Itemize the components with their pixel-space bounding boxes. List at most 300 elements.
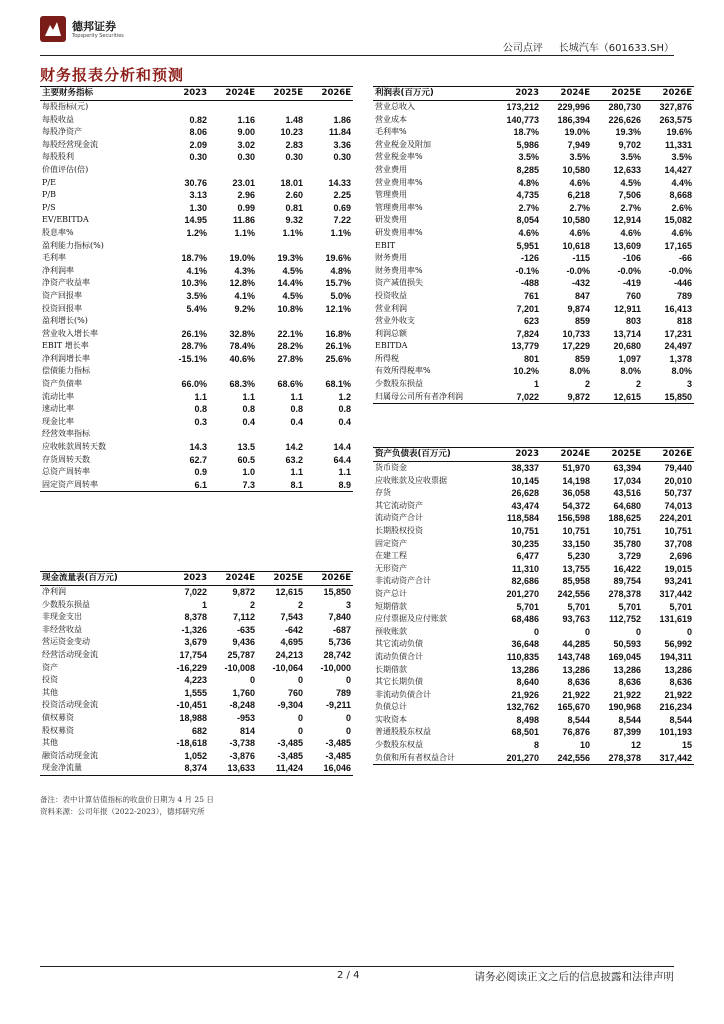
row-label: 资产负债率 (42, 379, 82, 389)
table-row (40, 177, 353, 190)
table-header-row (40, 572, 353, 586)
value-cell: 5,736 (328, 637, 351, 648)
value-cell: -126 (520, 253, 539, 264)
value-cell: 4.8% (518, 177, 539, 188)
value-cell: 7.22 (333, 215, 351, 226)
value-cell: 8.9 (305, 479, 353, 492)
value-cell: 1.1% (234, 227, 255, 238)
row-label: 每股收益 (42, 114, 74, 124)
value-cell: 8,544 (669, 714, 692, 725)
value-cell: 1.30 (189, 202, 207, 213)
value-cell (305, 240, 353, 253)
value-cell: 28.7% (181, 341, 207, 352)
row-label: 净资产收益率 (42, 278, 90, 288)
table-row (40, 662, 353, 675)
table-row (373, 739, 694, 752)
value-cell: 5,701 (567, 601, 590, 612)
value-cell: 33,150 (562, 538, 590, 549)
value-cell: 317,442 (659, 588, 692, 599)
value-cell: 8,285 (516, 164, 539, 175)
value-cell (257, 365, 305, 378)
row-label: 研发费用 (375, 215, 407, 225)
value-cell: 63,394 (613, 463, 641, 473)
year-header-cell: 2023 (490, 448, 541, 462)
row-label: 其它长期负债 (375, 677, 423, 687)
row-label: 有效所得税率% (375, 366, 431, 376)
row-label: EV/EBITDA (42, 215, 89, 225)
value-cell: -10,451 (176, 700, 207, 711)
value-cell: 761 (523, 290, 539, 301)
value-cell: 226,626 (608, 114, 641, 125)
value-cell: 801 (523, 353, 539, 364)
value-cell: 13,714 (613, 328, 641, 339)
value-cell: -66 (678, 253, 692, 264)
row-label: 偿债能力指标 (42, 366, 90, 376)
value-cell: 11.86 (232, 215, 255, 226)
value-cell: 194,311 (659, 651, 692, 662)
table-row (373, 340, 694, 353)
table-title-cell: 现金流量表(百万元) (40, 572, 161, 586)
value-cell: -488 (520, 278, 539, 289)
value-cell: 12,633 (613, 164, 641, 175)
value-cell: 4.5% (282, 265, 303, 276)
value-cell: 3,729 (618, 551, 641, 562)
value-cell: 4,735 (516, 190, 539, 201)
value-cell: 8,498 (516, 714, 539, 725)
value-cell: 9,874 (567, 303, 590, 314)
value-cell: 3 (345, 599, 351, 610)
value-cell: 18.01 (280, 177, 303, 188)
value-cell: 0.8 (290, 404, 303, 415)
value-cell: 278,378 (592, 752, 643, 765)
row-label: 融资活动现金流 (42, 750, 98, 760)
year-header-cell: 2026E (305, 572, 353, 586)
value-cell: 15,082 (664, 215, 692, 226)
value-cell: 7,824 (516, 328, 539, 339)
value-cell: 1 (533, 379, 539, 390)
table-row (40, 252, 353, 265)
value-cell: 10.3% (181, 278, 207, 289)
page-title: 财务报表分析和预测 (40, 66, 185, 84)
value-cell: 0.9 (194, 467, 207, 478)
value-cell (209, 315, 257, 328)
value-cell: 68.1% (325, 379, 351, 390)
row-label: 普通股股东权益 (375, 727, 431, 737)
value-cell: 14,198 (562, 475, 590, 486)
value-cell: 27.8% (277, 353, 303, 364)
value-cell: 16,422 (613, 563, 641, 574)
table-row (373, 487, 694, 500)
value-cell: -3,485 (325, 750, 351, 761)
value-cell: 8,054 (516, 215, 539, 226)
value-cell (161, 365, 209, 378)
value-cell: 0.8 (338, 404, 351, 415)
value-cell: 847 (574, 290, 590, 301)
value-cell: -8,248 (229, 700, 255, 711)
value-cell: 25.6% (325, 353, 351, 364)
row-label: 营业成本 (375, 114, 407, 124)
value-cell: 56,992 (664, 639, 692, 650)
table-row (373, 701, 694, 714)
value-cell: 63.2 (285, 454, 303, 465)
value-cell: 623 (523, 316, 539, 327)
value-cell: 5,701 (618, 601, 641, 612)
row-label: 固定资产 (375, 538, 407, 548)
value-cell: 2.83 (285, 139, 303, 150)
row-label: P/S (42, 202, 56, 212)
table-row (40, 189, 353, 202)
value-cell (305, 365, 353, 378)
row-label: 现金比率 (42, 416, 74, 426)
value-cell: 118,584 (506, 513, 539, 524)
value-cell: 859 (574, 353, 590, 364)
value-cell: 20,680 (613, 341, 641, 352)
table-row (40, 674, 353, 687)
value-cell: 6,218 (567, 190, 590, 201)
row-label: 营业费用率% (375, 177, 423, 187)
table-row (40, 624, 353, 637)
value-cell: 1.1 (338, 467, 351, 478)
value-cell: 190,968 (608, 702, 641, 713)
value-cell: 10,751 (613, 525, 641, 536)
value-cell: 4.6% (569, 227, 590, 238)
value-cell: 3.36 (333, 139, 351, 150)
table-row (373, 265, 694, 278)
value-cell: 1,097 (618, 353, 641, 364)
value-cell: 9,872 (541, 391, 592, 404)
value-cell (209, 101, 257, 114)
table-row (40, 599, 353, 612)
value-cell: 4.3% (234, 265, 255, 276)
value-cell: -16,229 (176, 662, 207, 673)
value-cell (161, 164, 209, 177)
value-cell: 19.3% (615, 127, 641, 138)
table-row (40, 202, 353, 215)
value-cell: 760 (625, 290, 641, 301)
row-label: 研发费用率% (375, 227, 423, 237)
value-cell: 242,556 (557, 588, 590, 599)
value-cell: 13.5 (237, 442, 255, 453)
value-cell: 0 (345, 675, 351, 686)
value-cell: 16,413 (664, 303, 692, 314)
value-cell: 10,751 (562, 525, 590, 536)
row-label: 营业收入增长率 (42, 328, 98, 338)
value-cell: 7,022 (184, 587, 207, 597)
table-row (40, 290, 353, 303)
year-header-cell: 2023 (161, 87, 209, 101)
value-cell: 2.25 (333, 190, 351, 201)
table-row (40, 240, 353, 253)
value-cell: -3,485 (325, 738, 351, 749)
table-row (40, 586, 353, 599)
row-label: 毛利率 (42, 253, 66, 263)
value-cell: 50,737 (664, 488, 692, 499)
income-statement-table (373, 86, 694, 404)
table-row (40, 126, 353, 139)
value-cell: 25,787 (227, 649, 255, 660)
value-cell: 229,996 (557, 102, 590, 112)
value-cell: 18.7% (181, 253, 207, 264)
value-cell: 760 (287, 687, 303, 698)
value-cell: -9,211 (325, 700, 351, 711)
value-cell: 68.6% (277, 379, 303, 390)
row-label: 营运资金变动 (42, 637, 90, 647)
row-label: 净利润增长率 (42, 353, 90, 363)
value-cell: 40.6% (229, 353, 255, 364)
table-row (373, 164, 694, 177)
year-header-cell: 2026E (643, 87, 694, 101)
value-cell: 1.1 (242, 391, 255, 402)
value-cell: 13,633 (209, 762, 257, 775)
value-cell: 3.5% (518, 152, 539, 163)
table-row (373, 139, 694, 152)
table-row (373, 726, 694, 739)
table-row (40, 303, 353, 316)
value-cell: 0 (297, 725, 303, 736)
row-label: 经营效率指标 (42, 429, 90, 439)
value-cell: 20,010 (664, 475, 692, 486)
value-cell: 3.02 (237, 139, 255, 150)
value-cell: 15,850 (643, 391, 694, 404)
value-cell: 19.6% (325, 253, 351, 264)
value-cell: 43,474 (511, 500, 539, 511)
value-cell: 0.99 (237, 202, 255, 213)
value-cell: 216,234 (659, 702, 692, 713)
table-row (40, 466, 353, 479)
value-cell: 26.1% (325, 341, 351, 352)
value-cell: 19.6% (666, 127, 692, 138)
row-label: 每股净资产 (42, 127, 82, 137)
table-header-row (373, 87, 694, 101)
value-cell: 10,618 (562, 240, 590, 251)
value-cell: 8.0% (620, 366, 641, 377)
row-label: 应付票据及应付账款 (375, 614, 447, 624)
value-cell: 17,034 (613, 475, 641, 486)
value-cell: 50,593 (613, 639, 641, 650)
table-row (373, 303, 694, 316)
value-cell: 4,223 (184, 675, 207, 686)
value-cell: 5,701 (516, 601, 539, 612)
value-cell: 12,615 (275, 587, 303, 597)
value-cell: 93,241 (664, 576, 692, 587)
value-cell: 17,229 (562, 341, 590, 352)
value-cell: 4.6% (620, 227, 641, 238)
value-cell: 13,755 (562, 563, 590, 574)
value-cell: 1,378 (669, 353, 692, 364)
value-cell: 1 (201, 599, 207, 610)
value-cell: 3.5% (569, 152, 590, 163)
value-cell: 8,668 (669, 190, 692, 201)
value-cell: 4.8% (330, 265, 351, 276)
table-row (373, 500, 694, 513)
header-divider (40, 55, 674, 56)
value-cell: 12,911 (613, 303, 641, 314)
value-cell: -0.0% (617, 265, 641, 276)
row-label: 财务费用率% (375, 265, 423, 275)
value-cell: 5.4% (186, 303, 207, 314)
value-cell: 14,427 (664, 164, 692, 175)
value-cell: 0 (297, 712, 303, 723)
value-cell: 23.01 (232, 177, 255, 188)
value-cell: 62.7 (189, 454, 207, 465)
row-label: 管理费用 (375, 190, 407, 200)
row-label: 价值评估(倍) (42, 164, 89, 174)
report-category: 公司点评 (502, 43, 543, 54)
value-cell: 8,378 (184, 612, 207, 623)
value-cell: 32.8% (229, 328, 255, 339)
row-label: 少数股东损益 (375, 379, 423, 389)
row-label: 投资收益 (375, 290, 407, 300)
year-header-cell: 2025E (257, 572, 305, 586)
value-cell: -3,485 (277, 750, 303, 761)
value-cell: 36,058 (562, 488, 590, 499)
table-row (40, 151, 353, 164)
value-cell: -115 (572, 253, 590, 264)
value-cell (305, 428, 353, 441)
value-cell: 2 (297, 599, 303, 610)
value-cell (305, 164, 353, 177)
row-label: 营业总收入 (375, 102, 415, 111)
table-row (40, 725, 353, 738)
value-cell: 2 (249, 599, 255, 610)
value-cell: 26,628 (511, 488, 539, 499)
value-cell: 201,270 (506, 588, 539, 599)
table-row (373, 475, 694, 488)
value-cell (161, 240, 209, 253)
year-header-cell: 2025E (592, 87, 643, 101)
value-cell: 8,636 (567, 677, 590, 688)
value-cell: 1,052 (184, 750, 207, 761)
value-cell: 12,914 (613, 215, 641, 226)
value-cell: 11,424 (257, 762, 305, 775)
value-cell: 24,213 (275, 649, 303, 660)
value-cell: 15.7% (325, 278, 351, 289)
value-cell: 19.3% (277, 253, 303, 264)
row-label: EBIT 增长率 (42, 341, 89, 351)
table-row (373, 512, 694, 525)
row-label: 现金净流量 (40, 762, 161, 775)
value-cell: 54,372 (562, 500, 590, 511)
value-cell: 0 (297, 675, 303, 686)
year-header-cell: 2026E (305, 87, 353, 101)
value-cell: 0.3 (194, 416, 207, 427)
value-cell: 21,922 (562, 689, 590, 700)
value-cell (257, 101, 305, 114)
year-header-cell: 2024E (209, 572, 257, 586)
value-cell: -9,304 (277, 700, 303, 711)
value-cell: 0.82 (189, 114, 207, 125)
value-cell: 76,876 (562, 727, 590, 738)
value-cell: 140,773 (506, 114, 539, 125)
value-cell: 3.5% (620, 152, 641, 163)
value-cell: 2.96 (237, 190, 255, 201)
year-header-cell: 2025E (257, 87, 305, 101)
table-row (373, 328, 694, 341)
value-cell: 74,013 (664, 500, 692, 511)
value-cell: 4.1% (234, 290, 255, 301)
value-cell: -953 (236, 712, 255, 723)
table-header-row (373, 448, 694, 462)
row-label: 股权募资 (42, 725, 74, 735)
value-cell: 19,015 (664, 563, 692, 574)
value-cell: 2.7% (518, 202, 539, 213)
value-cell: 186,394 (557, 114, 590, 125)
row-label: 存货周转天数 (42, 454, 90, 464)
value-cell: 789 (676, 290, 692, 301)
row-label: 所得税 (375, 353, 399, 363)
row-label: 预收账款 (375, 626, 407, 636)
table-header-row (40, 87, 353, 101)
value-cell (257, 315, 305, 328)
value-cell: 93,763 (562, 614, 590, 625)
value-cell: 28,742 (323, 649, 351, 660)
table-title-cell: 利润表(百万元) (373, 87, 490, 101)
row-label: 管理费用率% (375, 202, 423, 212)
value-cell: 1,760 (232, 687, 255, 698)
year-header-cell: 2025E (592, 448, 643, 462)
value-cell: 1.1% (282, 227, 303, 238)
value-cell: -432 (571, 278, 590, 289)
value-cell: 8,544 (567, 714, 590, 725)
value-cell: 10,751 (664, 525, 692, 536)
value-cell: 0.4 (290, 416, 303, 427)
value-cell: 64.4 (333, 454, 351, 465)
value-cell: 201,270 (490, 752, 541, 765)
value-cell: 0.8 (242, 404, 255, 415)
row-label: 净利润率 (42, 265, 74, 275)
value-cell: 8,544 (618, 714, 641, 725)
value-cell: 3,679 (184, 637, 207, 648)
table-row (373, 676, 694, 689)
table-row (373, 462, 694, 475)
table-row (373, 151, 694, 164)
value-cell: 2 (584, 379, 590, 390)
table-row (373, 689, 694, 702)
year-header-cell: 2024E (541, 87, 592, 101)
value-cell: 2,696 (669, 551, 692, 562)
table-row (373, 613, 694, 626)
table-row (40, 277, 353, 290)
value-cell: 0.4 (242, 416, 255, 427)
value-cell: -10,008 (224, 662, 255, 673)
value-cell: 14.4% (277, 278, 303, 289)
table-row (373, 378, 694, 391)
table-row (40, 687, 353, 700)
value-cell: 0.30 (285, 152, 303, 163)
value-cell: 21,926 (511, 689, 539, 700)
table-row (373, 126, 694, 139)
table-row (373, 365, 694, 378)
value-cell: 78.4% (229, 341, 255, 352)
value-cell: 12 (630, 740, 641, 751)
row-label: 流动资产合计 (375, 513, 423, 523)
table-row (373, 227, 694, 240)
value-cell: 24,497 (664, 341, 692, 352)
value-cell: 51,970 (562, 463, 590, 473)
value-cell: -419 (622, 278, 641, 289)
table-row (40, 114, 353, 127)
table-row (373, 588, 694, 601)
value-cell: 859 (574, 316, 590, 327)
table-row (373, 277, 694, 290)
value-cell: 317,442 (643, 752, 694, 765)
table-row (40, 762, 353, 775)
value-cell: 17,165 (664, 240, 692, 251)
value-cell: 0 (249, 675, 255, 686)
value-cell: 0 (533, 626, 539, 637)
value-cell: 4.6% (569, 177, 590, 188)
table-row (40, 265, 353, 278)
